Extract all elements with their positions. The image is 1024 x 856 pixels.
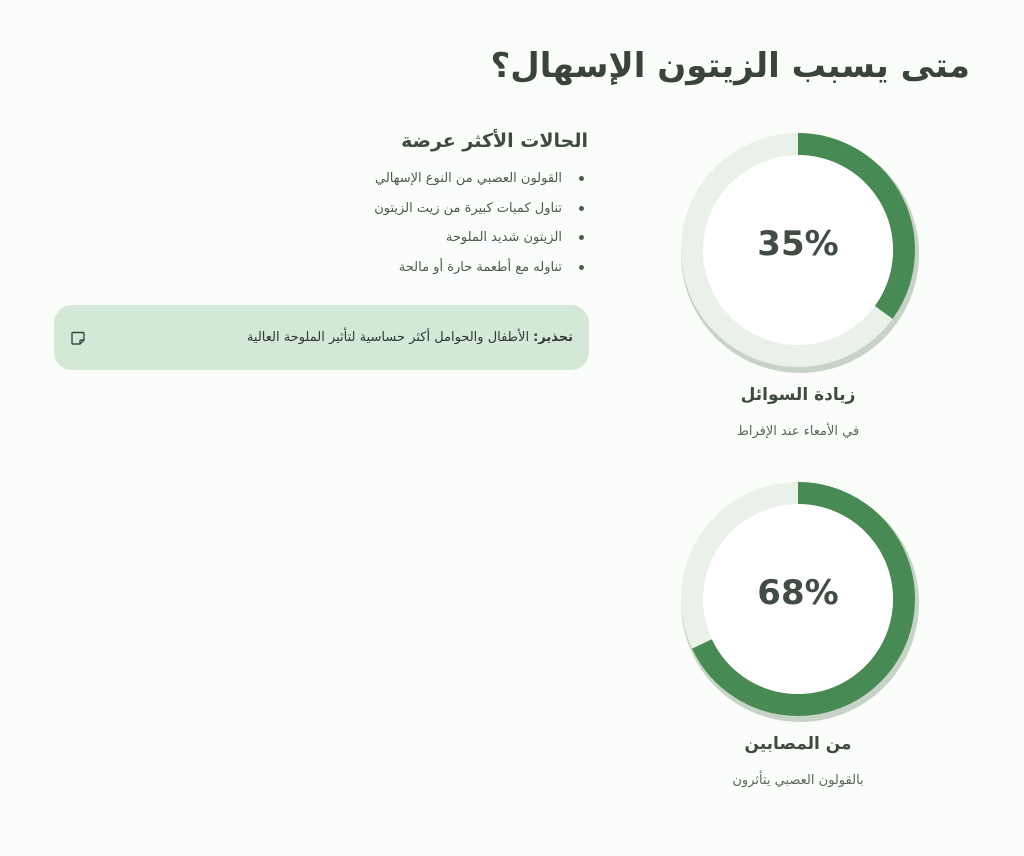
bullet-icon [579,265,584,270]
conditions-list [228,169,588,278]
conditions-section [228,125,588,288]
list-item-text: تناول كميات كبيرة من زيت الزيتون [374,200,562,216]
stat-subtitle: في الأمعاء عند الإفراط [736,424,860,439]
stat-card-ibs [680,481,916,791]
warning-text [86,328,573,348]
list-item-text: الزيتون شديد الملوحة [445,230,562,246]
list-item [228,169,588,189]
stat-card-fluids [680,132,916,442]
warning-label: تحذير: [533,329,573,345]
list-item [228,258,588,278]
stat-title: من المصابين [744,734,852,754]
bullet-icon [579,206,584,211]
progress-ring [680,481,916,717]
stat-value: 35% [757,224,839,264]
warning-box [54,305,589,370]
list-item [228,228,588,248]
stat-title: زيادة السوائل [740,385,856,405]
bullet-icon [579,235,584,240]
warning-message: الأطفال والحوامل أكثر حساسية لتأثير الملوحة العالية [246,329,530,345]
note-icon [70,330,86,346]
list-item [228,199,588,219]
list-item-text: القولون العصبي من النوع الإسهالي [375,171,562,186]
page-title: متى يسبب الزيتون الإسهال؟ [490,46,970,86]
stat-subtitle: بالقولون العصبي يتأثرون [732,773,864,788]
list-item-text: تناوله مع أطعمة حارة أو مالحة [398,260,562,276]
progress-ring [680,132,916,368]
conditions-title: الحالات الأكثر عرضة [401,130,588,152]
stat-value: 68% [757,573,839,613]
bullet-icon [579,176,584,181]
